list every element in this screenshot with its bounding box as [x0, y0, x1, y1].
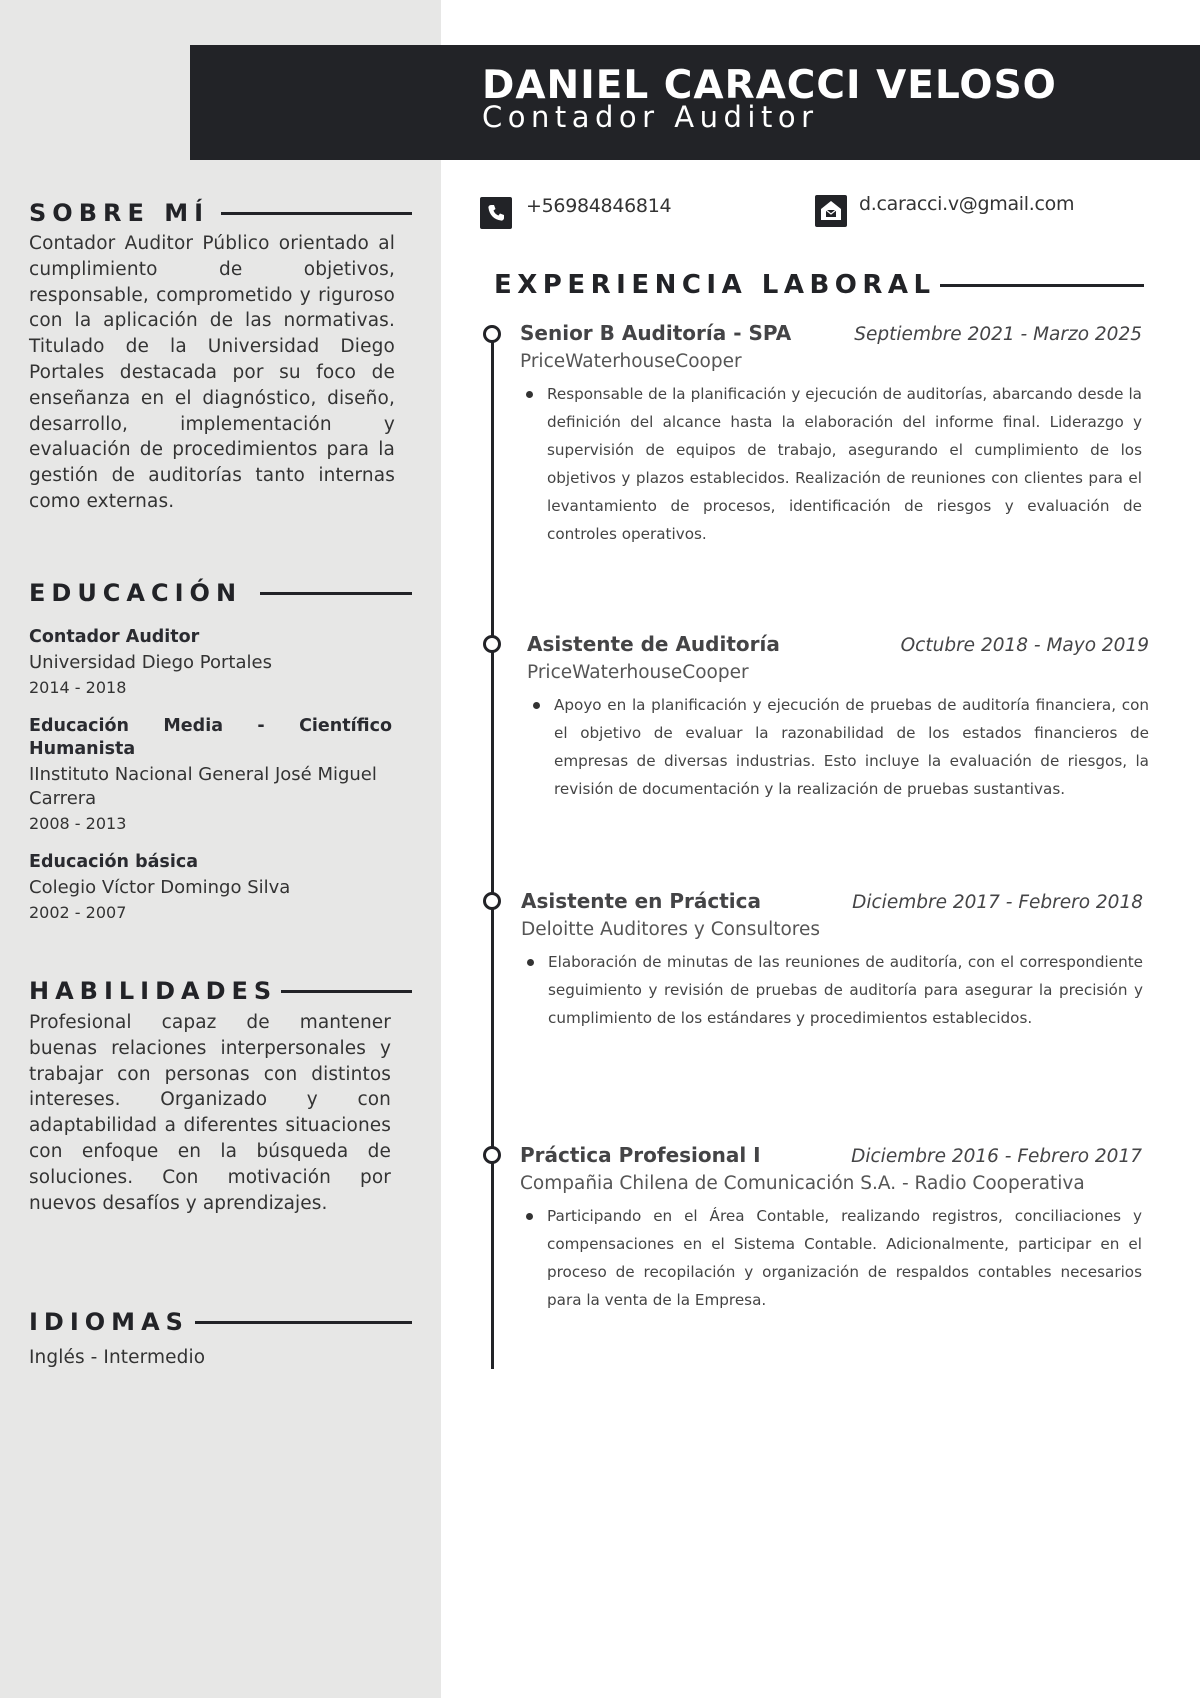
phone-icon	[480, 197, 512, 229]
job-dates: Diciembre 2017 - Febrero 2018	[852, 892, 1143, 913]
job-dates: Diciembre 2016 - Febrero 2017	[851, 1146, 1142, 1167]
about-heading	[29, 198, 412, 228]
job-title: Asistente en Práctica	[521, 889, 761, 913]
about-text: Contador Auditor Público orientado al cumplimiento de objetivos, responsable, comprometido y riguroso con la aplicación de las normativas. Titulado de la Universidad Diego Portales destacada por su foco de enseñanza en el diagnóstico, diseño, desarrollo, implementación y evaluación de procedimientos para la gestión de auditorías tanto internas como externas.	[29, 233, 395, 512]
education-school: Universidad Diego Portales	[29, 652, 272, 673]
timeline-dot	[483, 1146, 501, 1164]
education-years: 2008 - 2013	[29, 814, 127, 833]
heading-divider	[195, 1321, 412, 1324]
timeline-line	[491, 331, 494, 1369]
job-company: Compañia Chilena de Comunicación S.A. - Radio Cooperativa	[520, 1173, 1085, 1194]
languages-section	[29, 1307, 412, 1371]
job-description	[521, 948, 1143, 1032]
job-dates: Septiembre 2021 - Marzo 2025	[854, 324, 1142, 345]
job-company: PriceWaterhouseCooper	[520, 351, 742, 372]
education-heading-text: EDUCACIÓN	[29, 579, 243, 607]
skills-heading	[29, 976, 412, 1006]
education-degree: Contador Auditor	[29, 627, 200, 647]
job-title: Senior B Auditoría - SPA	[520, 321, 792, 345]
education-section	[29, 578, 412, 924]
job-description-text: Apoyo en la planificación y ejecución de pruebas de auditoría financiera, con el objetivo de evaluar la razonabilidad de los estados financieros de empresas de diversas industrias. Esto incluye la evaluación de riesgos, la revisión de documentación y la realización de pruebas sustantivas.	[554, 696, 1149, 798]
education-item	[29, 851, 412, 924]
education-heading	[29, 578, 412, 608]
heading-divider	[221, 212, 412, 215]
languages-text: Inglés - Intermedio	[29, 1347, 206, 1368]
education-degree: Educación básica	[29, 852, 199, 872]
job-entry	[527, 632, 1149, 803]
job-description	[527, 691, 1149, 803]
job-description-text: Responsable de la planificación y ejecución de auditorías, abarcando desde la definición del alcance hasta la elaboración del informe final. Liderazgo y supervisión de equipos de trabajo, asegurando el cumplimiento de los objetivos y plazos establecidos. Realización de reuniones con clientes para el levantamiento de procesos, identificación de riesgos y evaluación de controles operativos.	[547, 385, 1142, 543]
candidate-role: Contador Auditor	[482, 100, 819, 134]
heading-divider	[940, 284, 1144, 287]
job-title: Asistente de Auditoría	[527, 632, 780, 656]
education-school: IInstituto Nacional General José Miguel Carrera	[29, 764, 377, 809]
email-address[interactable]: d.caracci.v@gmail.com	[859, 193, 1075, 215]
languages-heading	[29, 1307, 412, 1337]
experience-heading	[494, 268, 1144, 302]
education-degree: Educación Media - Científico Humanista	[29, 716, 392, 759]
education-years: 2002 - 2007	[29, 903, 127, 922]
languages-heading-text: IDIOMAS	[29, 1308, 189, 1336]
heading-divider	[281, 990, 412, 993]
timeline-dot	[483, 892, 501, 910]
timeline-dot	[483, 635, 501, 653]
bullet-icon	[526, 1213, 533, 1220]
bullet-icon	[526, 391, 533, 398]
job-company: PriceWaterhouseCooper	[527, 662, 749, 683]
header-banner	[190, 45, 1200, 160]
about-heading-text: SOBRE MÍ	[29, 199, 210, 227]
heading-divider	[260, 592, 412, 595]
job-description-text: Participando en el Área Contable, realizando registros, conciliaciones y compensaciones en el Sistema Contable. Adicionalmente, participar en el proceso de recopilación y organización de respaldos contables necesarios para la venta de la Empresa.	[547, 1207, 1142, 1309]
job-entry	[520, 321, 1142, 548]
timeline-dot	[483, 325, 501, 343]
home-mail-icon	[815, 195, 847, 227]
candidate-name: DANIEL CARACCI VELOSO	[482, 63, 1057, 108]
job-company: Deloitte Auditores y Consultores	[521, 919, 821, 940]
skills-text: Profesional capaz de mantener buenas relaciones interpersonales y trabajar con personas con distintos intereses. Organizado y con adaptabilidad a diferentes situaciones con enfoque en la búsqueda de soluciones. Con motivación por nuevos desafíos y aprendizajes.	[29, 1012, 391, 1214]
job-entry	[520, 1143, 1142, 1314]
bullet-icon	[527, 959, 534, 966]
education-item	[29, 715, 412, 835]
job-title: Práctica Profesional I	[520, 1143, 761, 1167]
bullet-icon	[533, 702, 540, 709]
job-description	[520, 1202, 1142, 1314]
about-section	[29, 198, 412, 515]
education-item	[29, 626, 412, 699]
skills-heading-text: HABILIDADES	[29, 977, 278, 1005]
education-years: 2014 - 2018	[29, 678, 127, 697]
job-description-text: Elaboración de minutas de las reuniones de auditoría, con el correspondiente seguimiento y revisión de pruebas de auditoría para asegurar la precisión y cumplimiento de los estándares y procedimientos establecidos.	[548, 953, 1143, 1027]
education-school: Colegio Víctor Domingo Silva	[29, 877, 291, 898]
skills-section	[29, 976, 412, 1216]
job-entry	[521, 889, 1143, 1032]
job-dates: Octubre 2018 - Mayo 2019	[900, 635, 1149, 656]
job-description	[520, 380, 1142, 548]
phone-number[interactable]: +56984846814	[526, 195, 672, 217]
experience-heading-text: EXPERIENCIA LABORAL	[494, 270, 936, 300]
